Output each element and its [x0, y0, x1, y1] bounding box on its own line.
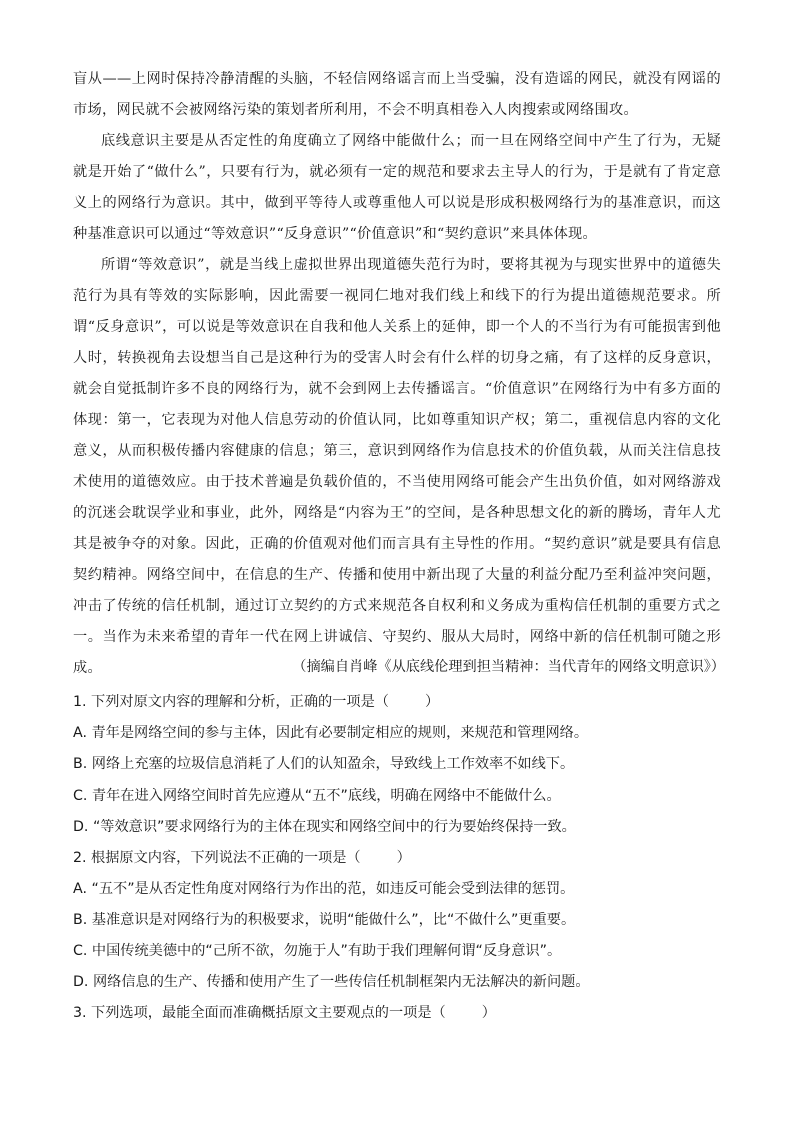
passage-paragraph-2: 底线意识主要是从否定性的角度确立了网络中能做什么；而一旦在网络空间中产生了行为，无疑就是开始了“做什么”，只要有行为，就必须有一定的规范和要求去主导人的行为，于是就有了肯定意义上的网络行为意识。其中，做到平等待人或尊重他人可以说是形成积极网络行为的基准意识，而这种基准意识可以通过“等效意识”“反身意识”“价值意识”和“契约意识”来具体体现。 [73, 133, 721, 242]
question-2-option-c: C. 中国传统美德中的“己所不欲，勿施于人”有助于我们理解何谓“反身意识”。 [73, 943, 562, 959]
question-1-option-b: B. 网络上充塞的垃圾信息消耗了人们的认知盈余，导致线上工作效率不如线下。 [73, 756, 575, 772]
question-2-option-a: A. “五不”是从否定性角度对网络行为作出的范，如违反可能会受到法律的惩罚。 [73, 881, 575, 897]
passage-paragraph-3: 所谓“等效意识”，就是当线上虚拟世界出现道德失范行为时，要将其视为与现实世界中的道德失范行为具有等效的实际影响，因此需要一视同仁地对我们线上和线下的行为提出道德规范要求。所谓“反身意识”，可以说是等效意识在自我和他人关系上的延伸，即一个人的不当行为有可能损害到他人时，转换视角去设想当自己是这种行为的受害人时会有什么样的切身之痛，有了这样的反身意识，就会自觉抵制许多不良的网络行为，就不会到网上去传播谣言。“价值意识”在网络行为中有多方面的体现：第一，它表现为对他人信息劳动的价值认同，比如尊重知识产权；第二，重视信息内容的文化意义，从而积极传播内容健康的信息；第三，意识到网络作为信息技术的价值负载，从而关注信息技术使用的道德效应。由于技术普遍是负载价值的，不当使用网络可能会产生出负价值，如对网络游戏的沉迷会耽误学业和事业，此外，网络是“内容为王”的空间，是各种思想文化的新的腾场，青年人尤其是被争夺的对象。因此，正确的价值观对他们而言具有主导性的作用。“契约意识”就是要具有信息契约精神。网络空间中，在信息的生产、传播和使用中新出现了大量的利益分配乃至利益冲突问题，冲击了传统的信任机制，通过订立契约的方式来规范各自权利和义务成为重构信任机制的重要方式之一。当作为未来希望的青年一代在网上讲诚信、守契约、服从大局时，网络中新的信任机制可随之形成。 [73, 257, 721, 676]
passage-paragraph-1: 盲从——上网时保持冷静清醒的头脑，不轻信网络谣言而上当受骗，没有造谣的网民，就没有网谣的市场，网民就不会被网络污染的策划者所利用，不会不明真相卷入人肉搜索或网络围攻。 [73, 71, 721, 118]
question-2-option-d: D. 网络信息的生产、传播和使用产生了一些传信任机制框架内无法解决的新问题。 [73, 974, 590, 990]
question-3-stem: 3. 下列选项，最能全面而准确概括原文主要观点的一项是（ ） [73, 1005, 496, 1021]
question-1-option-d: D. “等效意识”要求网络行为的主体在现实和网络空间中的行为要始终保持一致。 [73, 819, 576, 835]
question-1-stem: 1. 下列对原文内容的理解和分析，正确的一项是（ ） [73, 694, 440, 710]
question-1-option-c: C. 青年在进入网络空间时首先应遵从“五不”底线，明确在网络中不能做什么。 [73, 788, 561, 804]
question-2-stem: 2. 根据原文内容，下列说法不正确的一项是（ ） [73, 850, 411, 866]
question-1-option-a: A. 青年是网络空间的参与主体，因此有必要制定相应的规则，来规范和管理网络。 [73, 725, 589, 741]
passage-source: （摘编自肖峰《从底线伦理到担当精神：当代青年的网络文明意识》） [292, 659, 725, 675]
question-2-option-b: B. 基准意识是对网络行为的积极要求，说明“能做什么”，比“不做什么”更重要。 [73, 912, 576, 928]
